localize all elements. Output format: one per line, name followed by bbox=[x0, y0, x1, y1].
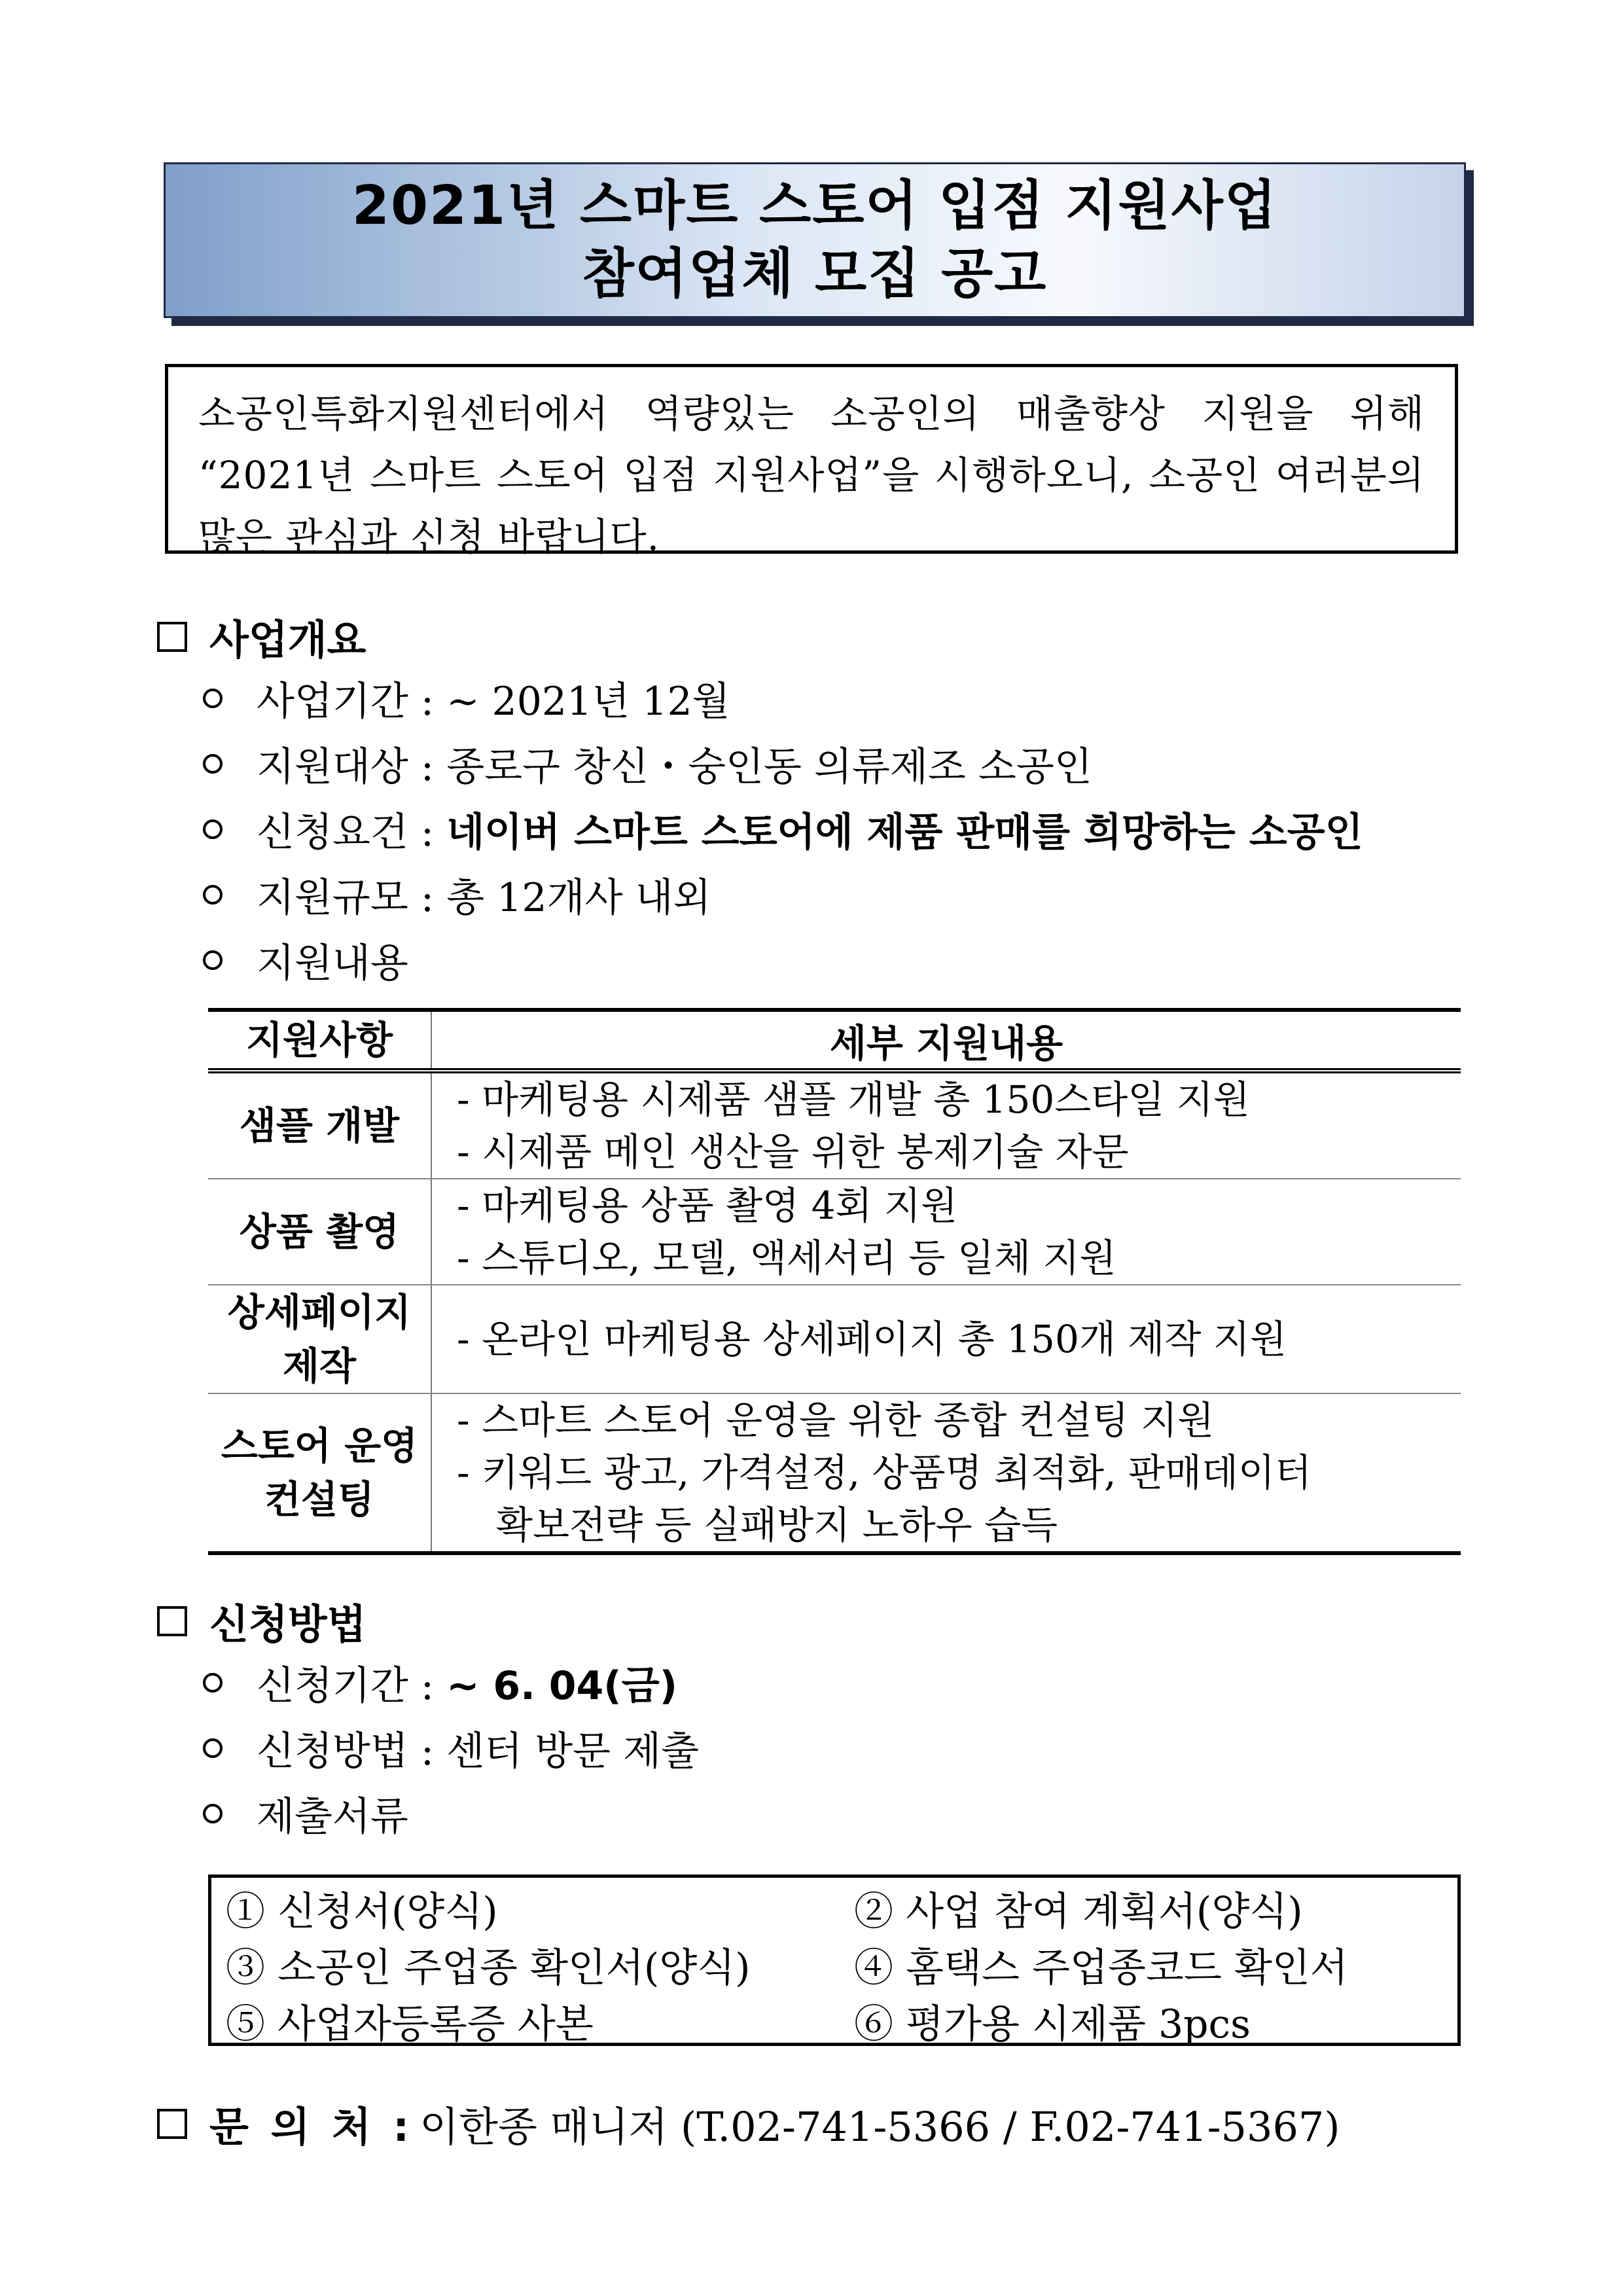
table-row-details bbox=[431, 1285, 1461, 1393]
table-detail-line: - 키워드 광고, 가격설정, 상품명 최적화, 판매데이터 bbox=[457, 1450, 1312, 1495]
section-overview-label: 사업개요 bbox=[209, 616, 366, 664]
table-row-item-line: 스토어 운영 bbox=[221, 1424, 418, 1468]
table-header-details: 세부 지원내용 bbox=[829, 1021, 1063, 1066]
document-item: ③ 소공인 주업종 확인서(양식) bbox=[226, 1945, 751, 1991]
table-row-details bbox=[431, 1179, 1461, 1285]
overview-requirement bbox=[203, 801, 1363, 857]
table-detail-line: - 시제품 메인 생산을 위한 봉제기술 자문 bbox=[457, 1130, 1129, 1174]
overview-period bbox=[203, 670, 730, 726]
application-method-text: 신청방법 : 센터 방문 제출 bbox=[257, 1729, 700, 1774]
document-item: ⑤ 사업자등록증 사본 bbox=[226, 2001, 594, 2047]
overview-scale bbox=[203, 867, 711, 923]
table-detail-line: - 스마트 스토어 운영을 위한 종합 컨설팅 지원 bbox=[457, 1398, 1215, 1443]
circle-bullet-icon bbox=[203, 1804, 223, 1823]
overview-target bbox=[203, 736, 1092, 792]
table-row-item-line: 상세페이지 bbox=[227, 1290, 412, 1335]
circle-bullet-icon bbox=[203, 950, 223, 970]
support-table bbox=[208, 1008, 1461, 1555]
overview-requirement-value: 네이버 스마트 스토어에 제품 판매를 희망하는 소공인 bbox=[446, 810, 1363, 855]
table-row-item: 상품 촬영 bbox=[208, 1179, 431, 1285]
section-application-label: 신청방법 bbox=[209, 1600, 366, 1648]
table-row-item-line: 제작 bbox=[282, 1344, 357, 1388]
checkbox-icon bbox=[157, 2109, 187, 2139]
overview-scale-text: 지원규모 : 총 12개사 내외 bbox=[257, 875, 711, 921]
table-row-item bbox=[208, 1285, 431, 1393]
circle-bullet-icon bbox=[203, 1738, 223, 1758]
application-period-value: ~ 6. 04(금) bbox=[446, 1663, 678, 1709]
table-detail-line: - 마케팅용 시제품 샘플 개발 총 150스타일 지원 bbox=[457, 1077, 1250, 1122]
application-documents bbox=[203, 1785, 408, 1842]
section-application-heading bbox=[157, 1592, 366, 1650]
intro-box bbox=[165, 364, 1458, 559]
overview-period-text: 사업기간 : ~ 2021년 12월 bbox=[257, 679, 730, 725]
title-line-2: 참여업체 모집 공고 bbox=[582, 243, 1048, 305]
title-box bbox=[164, 162, 1466, 318]
section-contact bbox=[157, 2094, 1340, 2153]
intro-text: 소공인특화지원센터에서 역량있는 소공인의 매출향상 지원을 위해 “2021년 스마트 스토어 입점 지원사업”을 시행하오니, 소공인 여러분의 많은 관심과 신청 바랍니다. bbox=[198, 391, 1425, 559]
table-detail-line: - 마케팅용 상품 촬영 4회 지원 bbox=[457, 1183, 957, 1228]
table-row-item: 샘플 개발 bbox=[208, 1071, 431, 1179]
table-row bbox=[208, 1179, 1461, 1285]
circle-bullet-icon bbox=[203, 885, 223, 905]
checkbox-icon bbox=[157, 1606, 187, 1636]
overview-target-text: 지원대상 : 종로구 창신・숭인동 의류제조 소공인 bbox=[257, 744, 1092, 790]
contact-value: 이한종 매니저 (T.02-741-5366 / F.02-741-5367) bbox=[419, 2103, 1340, 2151]
table-detail-line: 확보전략 등 실패방지 노하우 습득 bbox=[496, 1503, 1058, 1547]
application-period-label: 신청기간 : bbox=[257, 1663, 447, 1709]
table-row-details bbox=[431, 1393, 1461, 1553]
table-row-item bbox=[208, 1393, 431, 1553]
application-period bbox=[203, 1655, 677, 1711]
table-row bbox=[208, 1071, 1461, 1179]
circle-bullet-icon bbox=[203, 1673, 223, 1693]
documents-box bbox=[208, 1874, 1461, 2046]
table-detail-line: - 스튜디오, 모델, 액세서리 등 일체 지원 bbox=[457, 1236, 1116, 1280]
circle-bullet-icon bbox=[203, 689, 223, 708]
document-item: ④ 홈택스 주업종코드 확인서 bbox=[854, 1945, 1348, 1991]
section-overview-heading bbox=[157, 607, 366, 666]
table-header-item: 지원사항 bbox=[208, 1010, 431, 1071]
overview-content bbox=[203, 932, 408, 988]
title-line-1: 2021년 스마트 스토어 입점 지원사업 bbox=[351, 175, 1278, 237]
title-banner bbox=[164, 162, 1466, 318]
table-row-item-line: 컨설팅 bbox=[264, 1477, 375, 1522]
circle-bullet-icon bbox=[203, 754, 223, 774]
checkbox-icon bbox=[157, 622, 187, 652]
overview-content-text: 지원내용 bbox=[257, 941, 408, 986]
table-detail-line: - 온라인 마케팅용 상세페이지 총 150개 제작 지원 bbox=[457, 1317, 1287, 1361]
document-item: ① 신청서(양식) bbox=[226, 1889, 498, 1935]
table-row bbox=[208, 1393, 1461, 1553]
table-row-details bbox=[431, 1071, 1461, 1179]
contact-label: 문 의 처 : bbox=[209, 2103, 414, 2151]
document-item: ② 사업 참여 계획서(양식) bbox=[854, 1889, 1303, 1935]
circle-bullet-icon bbox=[203, 819, 223, 839]
overview-requirement-label: 신청요건 : bbox=[257, 810, 447, 855]
application-method bbox=[203, 1720, 699, 1776]
application-documents-label: 제출서류 bbox=[257, 1794, 408, 1840]
document-item: ⑥ 평가용 시제품 3pcs bbox=[854, 2001, 1251, 2047]
table-row bbox=[208, 1285, 1461, 1393]
table-header-row bbox=[208, 1010, 1461, 1071]
